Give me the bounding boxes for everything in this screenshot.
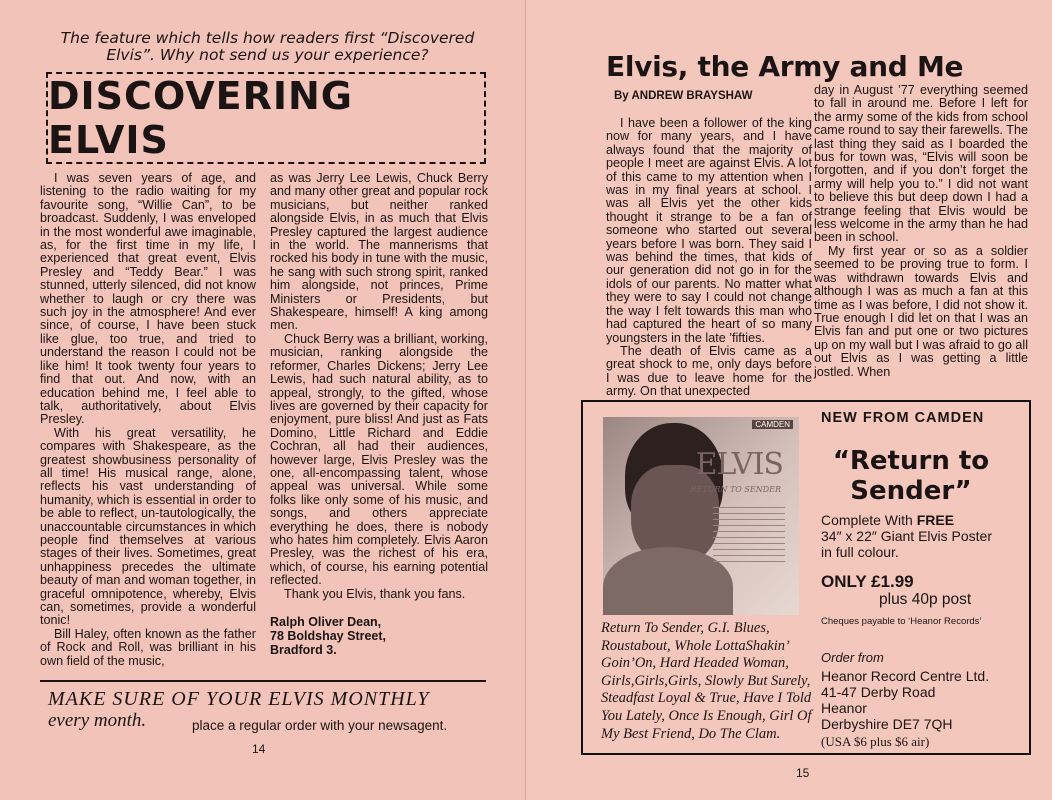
offer-colour: in full colour. bbox=[821, 544, 899, 560]
paragraph: day in August ’77 everything seemed to fall in around me. Before I left for the army some of the kids from school came round to say their farewells. The last thing they said as I boarded the bus for town was, “Elvis will soon be forgotten, and if you don’t forget the army will help you to.” I did not want to believe this but deep down I had a strange feeling that Elvis would be less welcome in the army than he had been in school. bbox=[814, 83, 1028, 245]
album-cover-image bbox=[603, 417, 799, 615]
address-line: Heanor Record Centre Ltd. bbox=[821, 668, 990, 684]
ad-usa-price: (USA $6 plus $6 air) bbox=[821, 734, 930, 749]
ad-title-line-1: “Return to bbox=[832, 446, 990, 476]
page-number: 15 bbox=[796, 766, 810, 780]
place-order-text: place a regular order with your newsagent. bbox=[192, 718, 448, 733]
ad-order-from: Order from bbox=[821, 650, 884, 665]
make-sure-banner: MAKE SURE OF YOUR ELVIS MONTHLY bbox=[48, 688, 430, 710]
divider bbox=[40, 680, 486, 682]
feature-intro: The feature which tells how readers first “Discovered Elvis”. Why not send us your experience? bbox=[60, 29, 475, 64]
signature bbox=[270, 615, 488, 657]
page-15 bbox=[526, 0, 1052, 800]
byline: By ANDREW BRAYSHAW bbox=[614, 90, 753, 102]
paragraph: Thank you Elvis, thank you fans. bbox=[284, 586, 466, 601]
article-column-2 bbox=[270, 172, 488, 657]
album-tracklist-lines bbox=[713, 502, 785, 567]
article-column-1 bbox=[40, 172, 256, 668]
ad-price: ONLY £1.99 bbox=[821, 572, 914, 591]
paragraph: I have been a follower of the king now for many years, and I have always found that the majority of people I meet are against Elvis. A lot of this came to my attention when I was in my final years at school. I was all Elvis yet the other kids thought it strange to be a fan of someone who started out several years before I was born. They said I was behind the times, that kids of our generation did not go in for the idols of our parents. No matter what they were to say I could not change the way I felt towards this man who had captured the heart of so many youngsters in the late ’fifties. bbox=[606, 116, 812, 345]
offer-free: FREE bbox=[916, 512, 955, 528]
every-month-text: every month. bbox=[48, 710, 147, 731]
ad-cheques: Cheques payable to ‘Heanor Records’ bbox=[821, 616, 982, 627]
page-number: 14 bbox=[252, 742, 266, 756]
signature-street: 78 Boldshay Street, bbox=[270, 629, 387, 643]
album-title: ELVIS bbox=[695, 447, 783, 482]
ad-track-list: Return To Sender, G.I. Blues, Roustabout, Whole LottaShakin’ Goin’On, Hard Headed Woman, Girls,Girls,Girls, Slowly But Surely, Steadfast Loyal & True, Have I Told You Lately, Once Is Enough, Girl Of My Best Friend, Do The Clam. bbox=[601, 620, 812, 742]
paragraph: Bill Haley, often known as the father of Rock and Roll, was brilliant in his own field of the music, bbox=[40, 626, 256, 668]
article-column-2 bbox=[814, 84, 1028, 379]
ad-title-line-2: Sender” bbox=[850, 476, 972, 506]
ad-postage: plus 40p post bbox=[879, 591, 972, 608]
ad-new-from: NEW FROM CAMDEN bbox=[821, 410, 985, 426]
page-heading: DISCOVERING ELVIS bbox=[48, 74, 353, 162]
signature-town: Bradford 3. bbox=[270, 643, 337, 657]
album-label: CAMDEN bbox=[752, 420, 793, 429]
paragraph: My first year or so as a soldier seemed to be proving true to form. I was withdrawn towards Elvis and although I was as much a fan at this time as I was before, I did not show it. True enough I did let on that I was an Elvis fan and put one or two pictures up on my wall but I was afraid to go all out Elvis as I was getting a little jostled. When bbox=[814, 243, 1028, 379]
signature-name: Ralph Oliver Dean, bbox=[270, 615, 382, 629]
album-advert bbox=[581, 400, 1031, 755]
address-line: 41-47 Derby Road bbox=[821, 684, 936, 700]
address-line: Derbyshire DE7 7QH bbox=[821, 716, 953, 732]
ad-address bbox=[821, 668, 989, 732]
heading-box bbox=[46, 72, 486, 164]
album-subtitle: RETURN TO SENDER bbox=[690, 485, 781, 494]
ad-offer bbox=[821, 512, 992, 560]
paragraph: The death of Elvis came as a great shock to me, only days before I was due to leave home for the army. On that unexpected bbox=[606, 343, 812, 399]
offer-poster: 34″ x 22″ Giant Elvis Poster bbox=[821, 528, 992, 544]
paragraph: I was seven years of age, and listening to the radio waiting for my favourite song, “Willie Can”, to be broadcast. Suddenly, I was enveloped in the most wonderful awe imaginable, as, for the first time in my life, I experienced that great event, Elvis Presley and “Teddy Bear.” I was stunned, utterly silenced, did not know whether to laugh or cry there was such joy in the atmosphere! And ever since, of course, I have been stuck like glue, too true, and tried to understand the reason I could not be like him! It took twenty four years to find that out. And now, with an education behind me, I feel able to talk, authoritatively, about Elvis Presley. bbox=[40, 171, 256, 427]
article-column-1 bbox=[606, 117, 812, 399]
offer-prefix: Complete With bbox=[821, 512, 917, 528]
paragraph: as was Jerry Lee Lewis, Chuck Berry and many other great and popular rock musicians, but neither ranked alongside Elvis, in as much that Elvis Presley captured the largest audience in the world. The mannerisms that rocked his body in tune with the music, he sang with such strong spirit, ranked him alongside, not princes, Prime Ministers or Presidents, but Shakespeare, himself! A king among men. bbox=[270, 171, 488, 333]
ad-title bbox=[811, 446, 1011, 506]
paragraph: Chuck Berry was a brilliant, working, musician, ranking alongside the reformer, Charles Dickens; Jerry Lee Lewis, had such natural ability, as to appeal, strongly, to the gifted, whose lives are governed by their capacity for enjoyment, pure bliss! And just as Fats Domino, Little Richard and Eddie Cochran, all had their audiences, however large, Elvis Presley was the one, all-encompassing talent, whose appeal was universal. While some folks like only some of his music, and songs, and others appreciate everything he does, there is nobody who hates him completely. Elvis Aaron Presley, was the richest of his era, which, of course, his earning potential reflected. bbox=[270, 331, 488, 588]
address-line: Heanor bbox=[821, 700, 867, 716]
article-title: Elvis, the Army and Me bbox=[606, 50, 964, 83]
paragraph: With his great versatility, he compares with Shakespeare, as the greatest showbusiness personality of all time! His musical range, alone, reflects his vast understanding of humanity, which is essential in order to be able to reflect, un-tautologically, the unaccountable circumstances in which people find themselves at various stages of their lives. Sometimes, great unhappiness precedes the ultimate beauty of man and woman together, in graceful omnipotence, whereby, Elvis can, sometimes, provide a wonderful tonic! bbox=[40, 425, 256, 628]
